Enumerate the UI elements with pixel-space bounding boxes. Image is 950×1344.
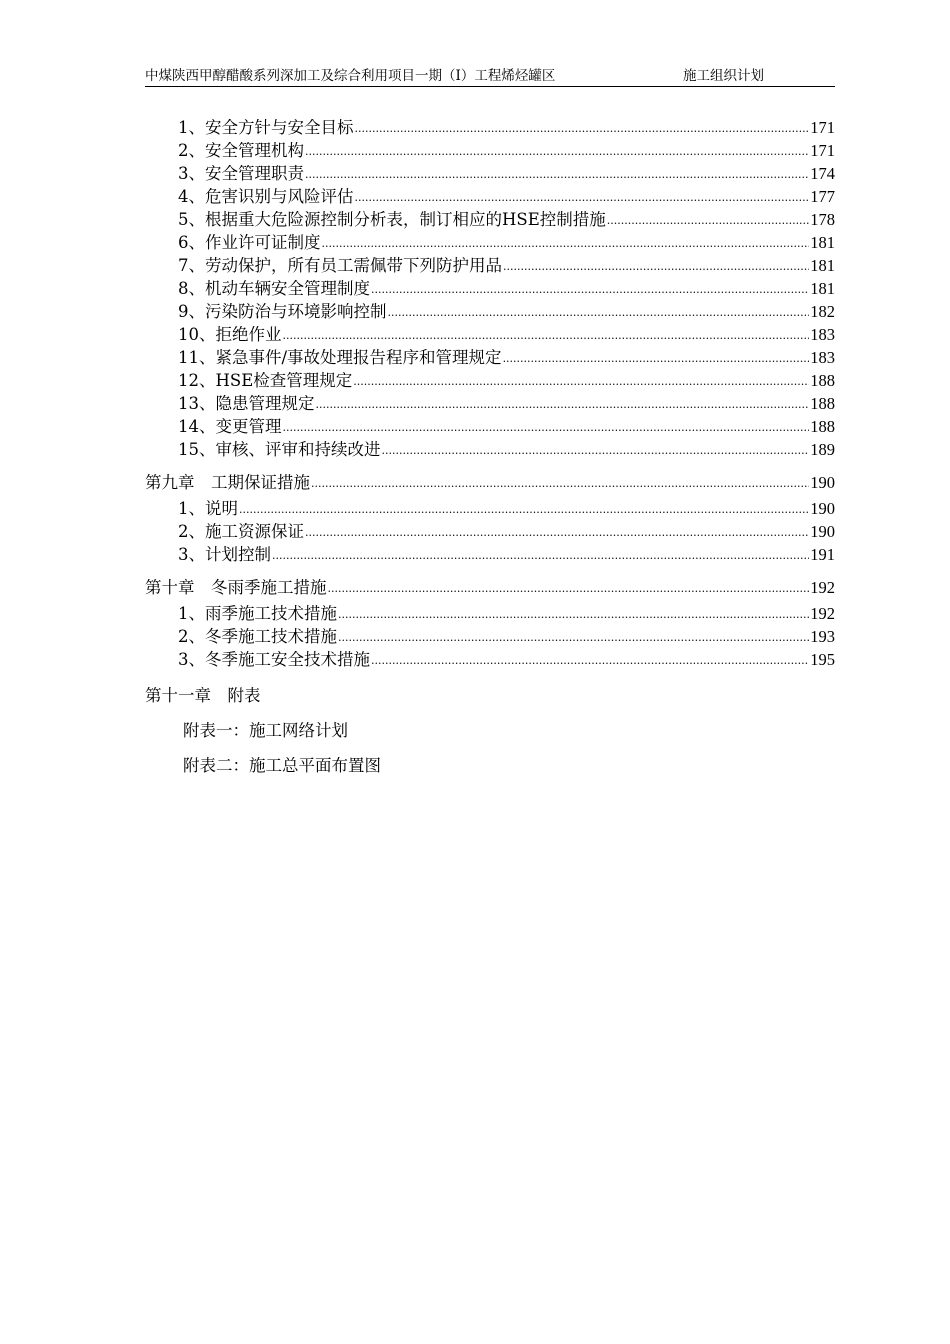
toc-entry[interactable]: 2、冬季施工技术措施 ..... 193	[145, 624, 835, 647]
toc-entry[interactable]: 2、施工资源保证 ..... 190	[145, 519, 835, 542]
toc-entry[interactable]: 7、劳动保护，所有员工需佩带下列防护用品 ..... 181	[145, 253, 835, 276]
toc-chapter-9[interactable]: 第九章 工期保证措施 ..... 190	[145, 470, 835, 493]
toc-entry[interactable]: 1、说明 ..... 190	[145, 496, 835, 519]
toc-entry[interactable]: 10、拒绝作业 ..... 183	[145, 322, 835, 345]
toc-entry[interactable]: 14、变更管理 ..... 188	[145, 414, 835, 437]
toc-entry[interactable]: 1、雨季施工技术措施 ..... 192	[145, 601, 835, 624]
toc-entry[interactable]: 9、污染防治与环境影响控制 ..... 182	[145, 299, 835, 322]
page-header	[145, 66, 835, 87]
toc-chapter-11[interactable]: 第十一章 附表	[145, 686, 261, 705]
toc-entry[interactable]: 1、安全方针与安全目标 ..... 171	[145, 115, 835, 138]
toc-entry[interactable]: 8、机动车辆安全管理制度 ..... 181	[145, 276, 835, 299]
toc-entry[interactable]: 4、危害识别与风险评估 ..... 177	[145, 184, 835, 207]
toc-entry[interactable]: 13、隐患管理规定 ..... 188	[145, 391, 835, 414]
toc-entry[interactable]: 6、作业许可证制度 ..... 181	[145, 230, 835, 253]
toc-entry[interactable]: 5、根据重大危险源控制分析表，制订相应的HSE控制措施 ..... 178	[145, 207, 835, 230]
appendix-entry[interactable]: 附表一：施工网络计划	[183, 721, 348, 740]
header-project-title: 中煤陕西甲醇醋酸系列深加工及综合利用项目一期（Ⅰ）工程烯烃罐区	[145, 68, 556, 84]
toc-entry[interactable]: 3、计划控制 ..... 191	[145, 542, 835, 565]
toc-chapter-10[interactable]: 第十章 冬雨季施工措施 ..... 192	[145, 575, 835, 598]
header-doc-title: 施工组织计划	[683, 68, 764, 84]
appendix-entry[interactable]: 附表二：施工总平面布置图	[183, 756, 381, 775]
toc-entry[interactable]: 15、审核、评审和持续改进 ..... 189	[145, 437, 835, 460]
toc-entry[interactable]: 2、安全管理机构 ..... 171	[145, 138, 835, 161]
toc-entry[interactable]: 3、安全管理职责 ..... 174	[145, 161, 835, 184]
toc-entry[interactable]: 12、HSE检查管理规定 ..... 188	[145, 368, 835, 391]
toc-entry[interactable]: 11、紧急事件/事故处理报告程序和管理规定 ..... 183	[145, 345, 835, 368]
toc-entry[interactable]: 3、冬季施工安全技术措施 ..... 195	[145, 647, 835, 670]
